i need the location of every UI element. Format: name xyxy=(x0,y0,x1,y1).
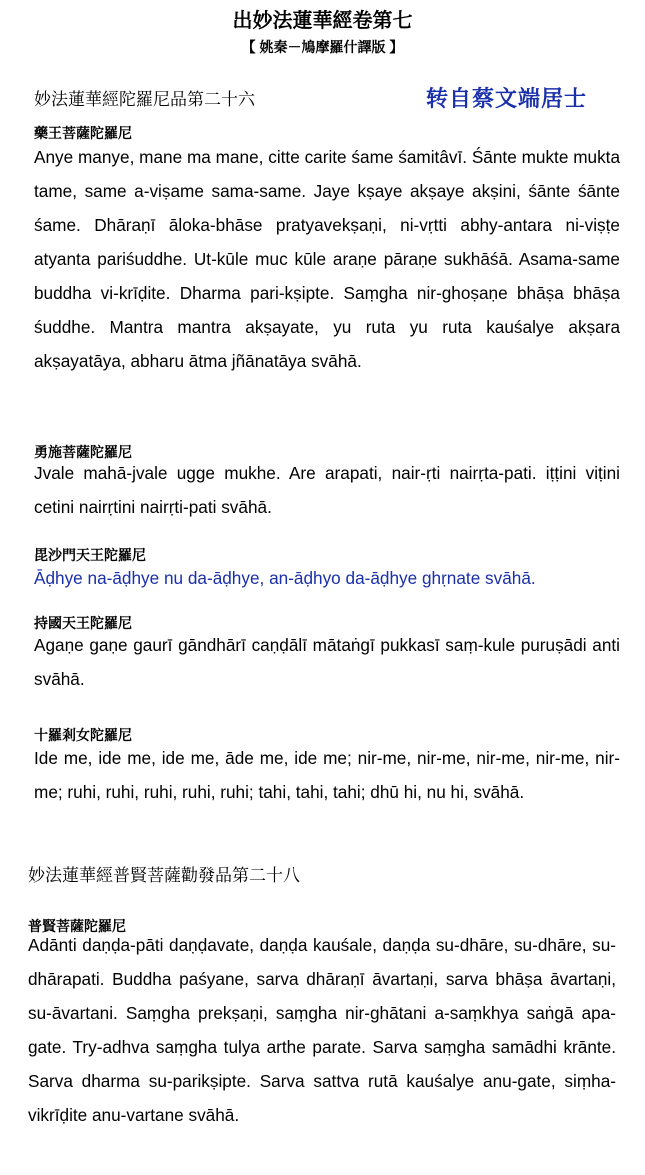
section-heading-yongshi: 勇施菩薩陀羅尼 xyxy=(34,444,132,460)
chapter-26-title: 妙法蓮華經陀羅尼品第二十六 xyxy=(34,90,255,109)
section-heading-chiguo: 持國天王陀羅尼 xyxy=(34,615,132,631)
dharani-text-pishamen: Āḍhye na-āḍhye nu da-āḍhye, an-āḍhyo da-āḍhye ghṛnate svāhā. xyxy=(34,568,536,588)
section-heading-yaowang: 藥王菩薩陀羅尼 xyxy=(34,125,132,141)
source-note: 转自蔡文端居士 xyxy=(426,86,588,112)
dharani-text-shiluosha: Ide me, ide me, ide me, āde me, ide me; nir-me, nir-me, nir-me, nir-me, nir-me; ruhi, ruhi, ruhi, ruhi, ruhi; tahi, tahi, tahi; dhū hi, nu hi, svāhā. xyxy=(34,748,620,802)
dharani-text-puxian: Adānti daṇḍa-pāti daṇḍavate, daṇḍa kauśale, daṇḍa su-dhāre, su-dhāre, su-dhārapati. Buddha paśyane, sarva dhāraṇī āvartaṇi, sarva bhāṣa āvartaṇi, su-āvartani. Saṃgha prekṣaṇi, saṃgha nir-ghātani a-saṃkhya saṅgā apa-gate. Try-adhva saṃgha tulya arthe parate. Sarva saṃgha samādhi krānte. Sarva dharma su-parikṣipte. Sarva sattva rutā kauśalye anu-gate, siṃha-vikrīḍite anu-vartane svāhā. xyxy=(28,935,616,1125)
document-subtitle: 【 姚秦－鳩摩羅什譯版 】 xyxy=(241,39,404,55)
section-heading-shiluosha: 十羅剎女陀羅尼 xyxy=(34,727,132,743)
section-heading-puxian: 普賢菩薩陀羅尼 xyxy=(28,918,126,934)
dharani-text-yongshi: Jvale mahā-jvale ugge mukhe. Are arapati, nair-ṛti nairṛta-pati. iṭṭini viṭini cetini nairṛtini nairṛti-pati svāhā. xyxy=(34,463,620,517)
section-heading-pishamen: 毘沙門天王陀羅尼 xyxy=(34,547,146,563)
dharani-text-chiguo: Agaṇe gaṇe gaurī gāndhārī caṇḍālī mātaṅgī pukkasī saṃ-kule puruṣādi anti svāhā. xyxy=(34,635,620,689)
document-title: 出妙法蓮華經卷第七 xyxy=(232,10,413,32)
dharani-text-yaowang: Anye manye, mane ma mane, citte carite śame śamitâvī. Śānte mukte mukta tame, same a-viṣame sama-same. Jaye kṣaye akṣaye akṣini, śānte śānte śame. Dhāraṇī āloka-bhāse pratyavekṣaṇi, ni-vṛtti abhy-antara ni-viṣṭe atyanta pariśuddhe. Ut-kūle muc kūle araṇe pāraṇe sukhāśā. Asama-same buddha vi-krīḍite. Dharma pari-kṣipte. Saṃgha nir-ghoṣaṇe bhāṣa bhāṣa śuddhe. Mantra mantra akṣayate, yu ruta yu ruta kauśalye akṣara akṣayatāya, abharu ātma jñānatāya svāhā. xyxy=(34,147,620,371)
chapter-28-title: 妙法蓮華經普賢菩薩勸發品第二十八 xyxy=(28,866,300,885)
